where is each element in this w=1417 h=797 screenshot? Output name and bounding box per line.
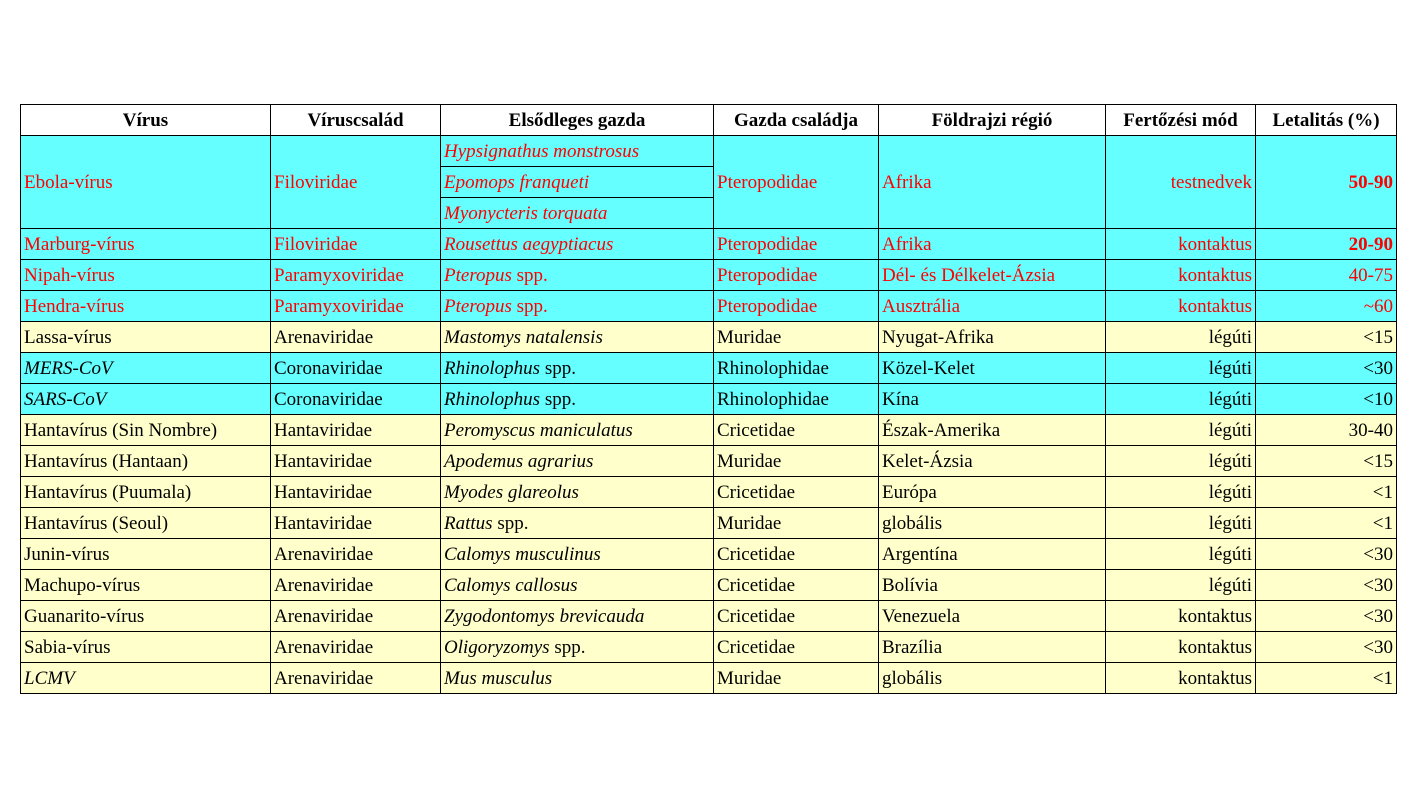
virus-cell: SARS-CoV xyxy=(21,384,271,415)
lethality-cell: 20-90 xyxy=(1256,229,1397,260)
region-cell: Afrika xyxy=(879,136,1106,229)
lethality-cell: <10 xyxy=(1256,384,1397,415)
virus-cell: Hantavírus (Hantaan) xyxy=(21,446,271,477)
transmission-cell: légúti xyxy=(1106,570,1256,601)
lethality-cell: 30-40 xyxy=(1256,415,1397,446)
region-cell: Venezuela xyxy=(879,601,1106,632)
table-row xyxy=(21,570,1397,601)
host-genus: Rhinolophus xyxy=(444,388,541,410)
virus-cell: Hantavírus (Seoul) xyxy=(21,508,271,539)
virus-cell: Junin-vírus xyxy=(21,539,271,570)
host-cell: Peromyscus maniculatus xyxy=(441,415,714,446)
host-genus: Oligoryzomys xyxy=(444,636,550,658)
host-family-cell: Muridae xyxy=(714,446,879,477)
host-family-cell: Cricetidae xyxy=(714,477,879,508)
host-family-cell: Cricetidae xyxy=(714,570,879,601)
virus-cell: Hendra-vírus xyxy=(21,291,271,322)
family-cell: Coronaviridae xyxy=(271,353,441,384)
table-row xyxy=(21,384,1397,415)
family-cell: Hantaviridae xyxy=(271,446,441,477)
table-row xyxy=(21,291,1397,322)
host-family-cell: Cricetidae xyxy=(714,601,879,632)
region-cell: Argentína xyxy=(879,539,1106,570)
transmission-cell: légúti xyxy=(1106,446,1256,477)
lethality-cell: <30 xyxy=(1256,539,1397,570)
host-cell: Mastomys natalensis xyxy=(441,322,714,353)
host-family-cell: Pteropodidae xyxy=(714,136,879,229)
table-row xyxy=(21,353,1397,384)
transmission-cell: légúti xyxy=(1106,353,1256,384)
transmission-cell: légúti xyxy=(1106,539,1256,570)
host-suffix: spp. xyxy=(516,264,548,286)
table-row xyxy=(21,663,1397,694)
host-cell xyxy=(441,632,714,663)
virus-cell: MERS-CoV xyxy=(21,353,271,384)
host-family-cell: Pteropodidae xyxy=(714,291,879,322)
table-row xyxy=(21,229,1397,260)
family-cell: Arenaviridae xyxy=(271,322,441,353)
header-row xyxy=(21,105,1397,136)
host-family-cell: Cricetidae xyxy=(714,415,879,446)
host-cell xyxy=(441,291,714,322)
host-cell xyxy=(441,508,714,539)
lethality-cell: ~60 xyxy=(1256,291,1397,322)
virus-cell: Lassa-vírus xyxy=(21,322,271,353)
virus-cell: LCMV xyxy=(21,663,271,694)
family-cell: Paramyxoviridae xyxy=(271,260,441,291)
host-family-cell: Cricetidae xyxy=(714,539,879,570)
host-cell: Apodemus agrarius xyxy=(441,446,714,477)
transmission-cell: légúti xyxy=(1106,477,1256,508)
family-cell: Arenaviridae xyxy=(271,539,441,570)
table-row xyxy=(21,632,1397,663)
region-cell: Közel-Kelet xyxy=(879,353,1106,384)
virus-cell: Sabia-vírus xyxy=(21,632,271,663)
host-family-cell: Muridae xyxy=(714,663,879,694)
header-lethality: Letalitás (%) xyxy=(1256,105,1397,136)
family-cell: Hantaviridae xyxy=(271,508,441,539)
table-row xyxy=(21,260,1397,291)
family-cell: Arenaviridae xyxy=(271,663,441,694)
lethality-cell: 40-75 xyxy=(1256,260,1397,291)
header-virus: Vírus xyxy=(21,105,271,136)
header-primary-host: Elsődleges gazda xyxy=(441,105,714,136)
region-cell: Ausztrália xyxy=(879,291,1106,322)
family-cell: Hantaviridae xyxy=(271,477,441,508)
family-cell: Filoviridae xyxy=(271,136,441,229)
host-family-cell: Cricetidae xyxy=(714,632,879,663)
family-cell: Hantaviridae xyxy=(271,415,441,446)
region-cell: Dél- és Délkelet-Ázsia xyxy=(879,260,1106,291)
host-cell xyxy=(441,260,714,291)
host-family-cell: Pteropodidae xyxy=(714,260,879,291)
transmission-cell: légúti xyxy=(1106,415,1256,446)
host-cell: Calomys callosus xyxy=(441,570,714,601)
region-cell: Nyugat-Afrika xyxy=(879,322,1106,353)
virus-cell: Nipah-vírus xyxy=(21,260,271,291)
virus-cell: Machupo-vírus xyxy=(21,570,271,601)
lethality-cell: <15 xyxy=(1256,322,1397,353)
lethality-cell: <1 xyxy=(1256,477,1397,508)
virus-cell: Ebola-vírus xyxy=(21,136,271,229)
host-cell: Zygodontomys brevicauda xyxy=(441,601,714,632)
table-row xyxy=(21,446,1397,477)
host-family-cell: Muridae xyxy=(714,508,879,539)
header-region: Földrajzi régió xyxy=(879,105,1106,136)
host-cell: Epomops franqueti xyxy=(441,167,714,198)
family-cell: Paramyxoviridae xyxy=(271,291,441,322)
host-genus: Rattus xyxy=(444,512,493,534)
header-virus-family: Víruscsalád xyxy=(271,105,441,136)
virus-cell: Hantavírus (Sin Nombre) xyxy=(21,415,271,446)
host-family-cell: Rhinolophidae xyxy=(714,384,879,415)
host-cell: Rousettus aegyptiacus xyxy=(441,229,714,260)
family-cell: Arenaviridae xyxy=(271,601,441,632)
lethality-cell: <15 xyxy=(1256,446,1397,477)
transmission-cell: légúti xyxy=(1106,322,1256,353)
family-cell: Arenaviridae xyxy=(271,570,441,601)
transmission-cell: kontaktus xyxy=(1106,229,1256,260)
region-cell: Európa xyxy=(879,477,1106,508)
host-suffix: spp. xyxy=(497,512,529,534)
table-row xyxy=(21,136,1397,167)
table-row xyxy=(21,601,1397,632)
table-row xyxy=(21,415,1397,446)
transmission-cell: testnedvek xyxy=(1106,136,1256,229)
region-cell: globális xyxy=(879,663,1106,694)
family-cell: Arenaviridae xyxy=(271,632,441,663)
host-suffix: spp. xyxy=(544,388,576,410)
region-cell: Kelet-Ázsia xyxy=(879,446,1106,477)
host-family-cell: Pteropodidae xyxy=(714,229,879,260)
host-family-cell: Rhinolophidae xyxy=(714,353,879,384)
lethality-cell: <1 xyxy=(1256,508,1397,539)
virus-cell: Hantavírus (Puumala) xyxy=(21,477,271,508)
header-host-family: Gazda családja xyxy=(714,105,879,136)
transmission-cell: kontaktus xyxy=(1106,260,1256,291)
host-cell: Calomys musculinus xyxy=(441,539,714,570)
transmission-cell: légúti xyxy=(1106,384,1256,415)
virus-cell: Guanarito-vírus xyxy=(21,601,271,632)
host-cell: Myodes glareolus xyxy=(441,477,714,508)
region-cell: Bolívia xyxy=(879,570,1106,601)
host-cell: Myonycteris torquata xyxy=(441,198,714,229)
host-cell: Mus musculus xyxy=(441,663,714,694)
family-cell: Filoviridae xyxy=(271,229,441,260)
host-genus: Pteropus xyxy=(444,264,512,286)
lethality-cell: <30 xyxy=(1256,570,1397,601)
table-row xyxy=(21,508,1397,539)
transmission-cell: kontaktus xyxy=(1106,601,1256,632)
host-suffix: spp. xyxy=(544,357,576,379)
lethality-cell: <30 xyxy=(1256,601,1397,632)
table-row xyxy=(21,539,1397,570)
host-suffix: spp. xyxy=(516,295,548,317)
transmission-cell: kontaktus xyxy=(1106,663,1256,694)
region-cell: Brazília xyxy=(879,632,1106,663)
host-cell: Hypsignathus monstrosus xyxy=(441,136,714,167)
transmission-cell: kontaktus xyxy=(1106,632,1256,663)
lethality-cell: <30 xyxy=(1256,353,1397,384)
host-genus: Pteropus xyxy=(444,295,512,317)
region-cell: Észak-Amerika xyxy=(879,415,1106,446)
table-row xyxy=(21,477,1397,508)
virus-cell: Marburg-vírus xyxy=(21,229,271,260)
lethality-cell: <30 xyxy=(1256,632,1397,663)
region-cell: Kína xyxy=(879,384,1106,415)
table-row xyxy=(21,322,1397,353)
transmission-cell: légúti xyxy=(1106,508,1256,539)
transmission-cell: kontaktus xyxy=(1106,291,1256,322)
host-suffix: spp. xyxy=(554,636,586,658)
host-family-cell: Muridae xyxy=(714,322,879,353)
lethality-cell: <1 xyxy=(1256,663,1397,694)
virus-table xyxy=(20,104,1397,694)
host-genus: Rhinolophus xyxy=(444,357,541,379)
family-cell: Coronaviridae xyxy=(271,384,441,415)
region-cell: globális xyxy=(879,508,1106,539)
header-transmission: Fertőzési mód xyxy=(1106,105,1256,136)
host-cell xyxy=(441,384,714,415)
lethality-cell: 50-90 xyxy=(1256,136,1397,229)
host-cell xyxy=(441,353,714,384)
region-cell: Afrika xyxy=(879,229,1106,260)
